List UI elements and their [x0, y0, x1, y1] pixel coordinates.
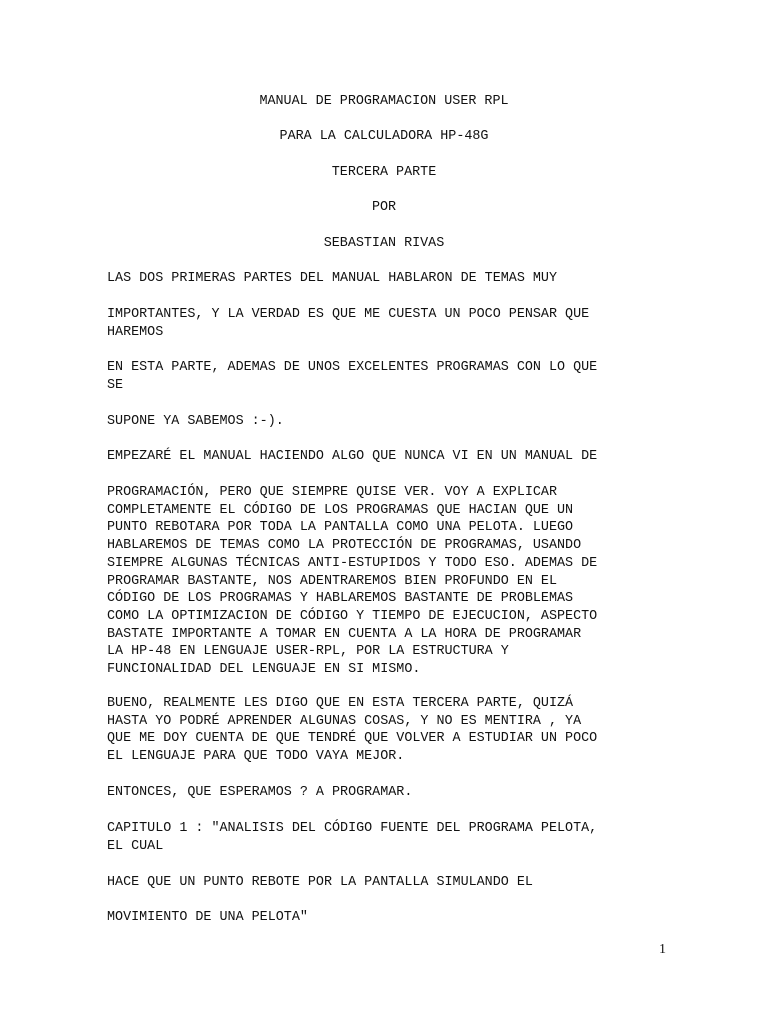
paragraph-10: HACE QUE UN PUNTO REBOTE POR LA PANTALLA SIMULANDO EL: [107, 875, 533, 890]
paragraph-5: EMPEZARÉ EL MANUAL HACIENDO ALGO QUE NUNCA VI EN UN MANUAL DE: [107, 449, 598, 464]
title-line-2: PARA LA CALCULADORA HP-48G: [279, 129, 489, 144]
paragraph-4: SUPONE YA SABEMOS :-).: [107, 414, 284, 429]
paragraph-2: IMPORTANTES, Y LA VERDAD ES QUE ME CUESTA UN POCO PENSAR QUE HAREMOS: [107, 307, 590, 340]
title-line-3: TERCERA PARTE: [331, 165, 437, 180]
paragraph-1: LAS DOS PRIMERAS PARTES DEL MANUAL HABLARON DE TEMAS MUY: [107, 271, 557, 286]
paragraph-11: MOVIMIENTO DE UNA PELOTA": [107, 910, 308, 925]
page-number: 1: [659, 942, 666, 957]
title-line-1: MANUAL DE PROGRAMACION USER RPL: [259, 94, 509, 109]
paragraph-8: ENTONCES, QUE ESPERAMOS ? A PROGRAMAR.: [107, 785, 413, 800]
paragraph-3: EN ESTA PARTE, ADEMAS DE UNOS EXCELENTES PROGRAMAS CON LO QUE SE: [107, 360, 598, 393]
paragraph-6: PROGRAMACIÓN, PERO QUE SIEMPRE QUISE VER. VOY A EXPLICAR COMPLETAMENTE EL CÓDIGO DE LOS PROGRAMAS QUE HACIAN QUE UN PUNTO REBOTARA POR TODA LA PANTALLA COMO UNA PELOTA. LUEGO HABLAREMOS DE TEMAS COMO LA PROTECCIÓN DE PROGRAMAS, USANDO SIEMPRE ALGUNAS TÉCNICAS ANTI-ESTUPIDOS Y TODO ESO. ADEMAS DE PROGRAMAR BASTANTE, NOS ADENTRAREMOS BIEN PROFUNDO EN EL CÓDIGO DE LOS PROGRAMAS Y HABLAREMOS BASTANTE DE PROBLEMAS COMO LA OPTIMIZACION DE CÓDIGO Y TIEMPO DE EJECUCION, ASPECTO BASTATE IMPORTANTE A TOMAR EN CUENTA A LA HORA DE PROGRAMAR LA HP-48 EN LENGUAJE USER-RPL, POR LA ESTRUCTURA Y FUNCIONALIDAD DEL LENGUAJE EN SI MISMO.: [107, 485, 598, 678]
paragraph-7: BUENO, REALMENTE LES DIGO QUE EN ESTA TERCERA PARTE, QUIZÁ HASTA YO PODRÉ APRENDER ALGUNAS COSAS, Y NO ES MENTIRA , YA QUE ME DOY CUENTA DE QUE TENDRÉ QUE VOLVER A ESTUDIAR UN POCO EL LENGUAJE PARA QUE TODO VAYA MEJOR.: [107, 696, 598, 765]
chapter-heading: CAPITULO 1 : "ANALISIS DEL CÓDIGO FUENTE DEL PROGRAMA PELOTA, EL CUAL: [107, 821, 598, 854]
author-line: SEBASTIAN RIVAS: [323, 236, 445, 251]
title-line-4: POR: [371, 200, 397, 215]
